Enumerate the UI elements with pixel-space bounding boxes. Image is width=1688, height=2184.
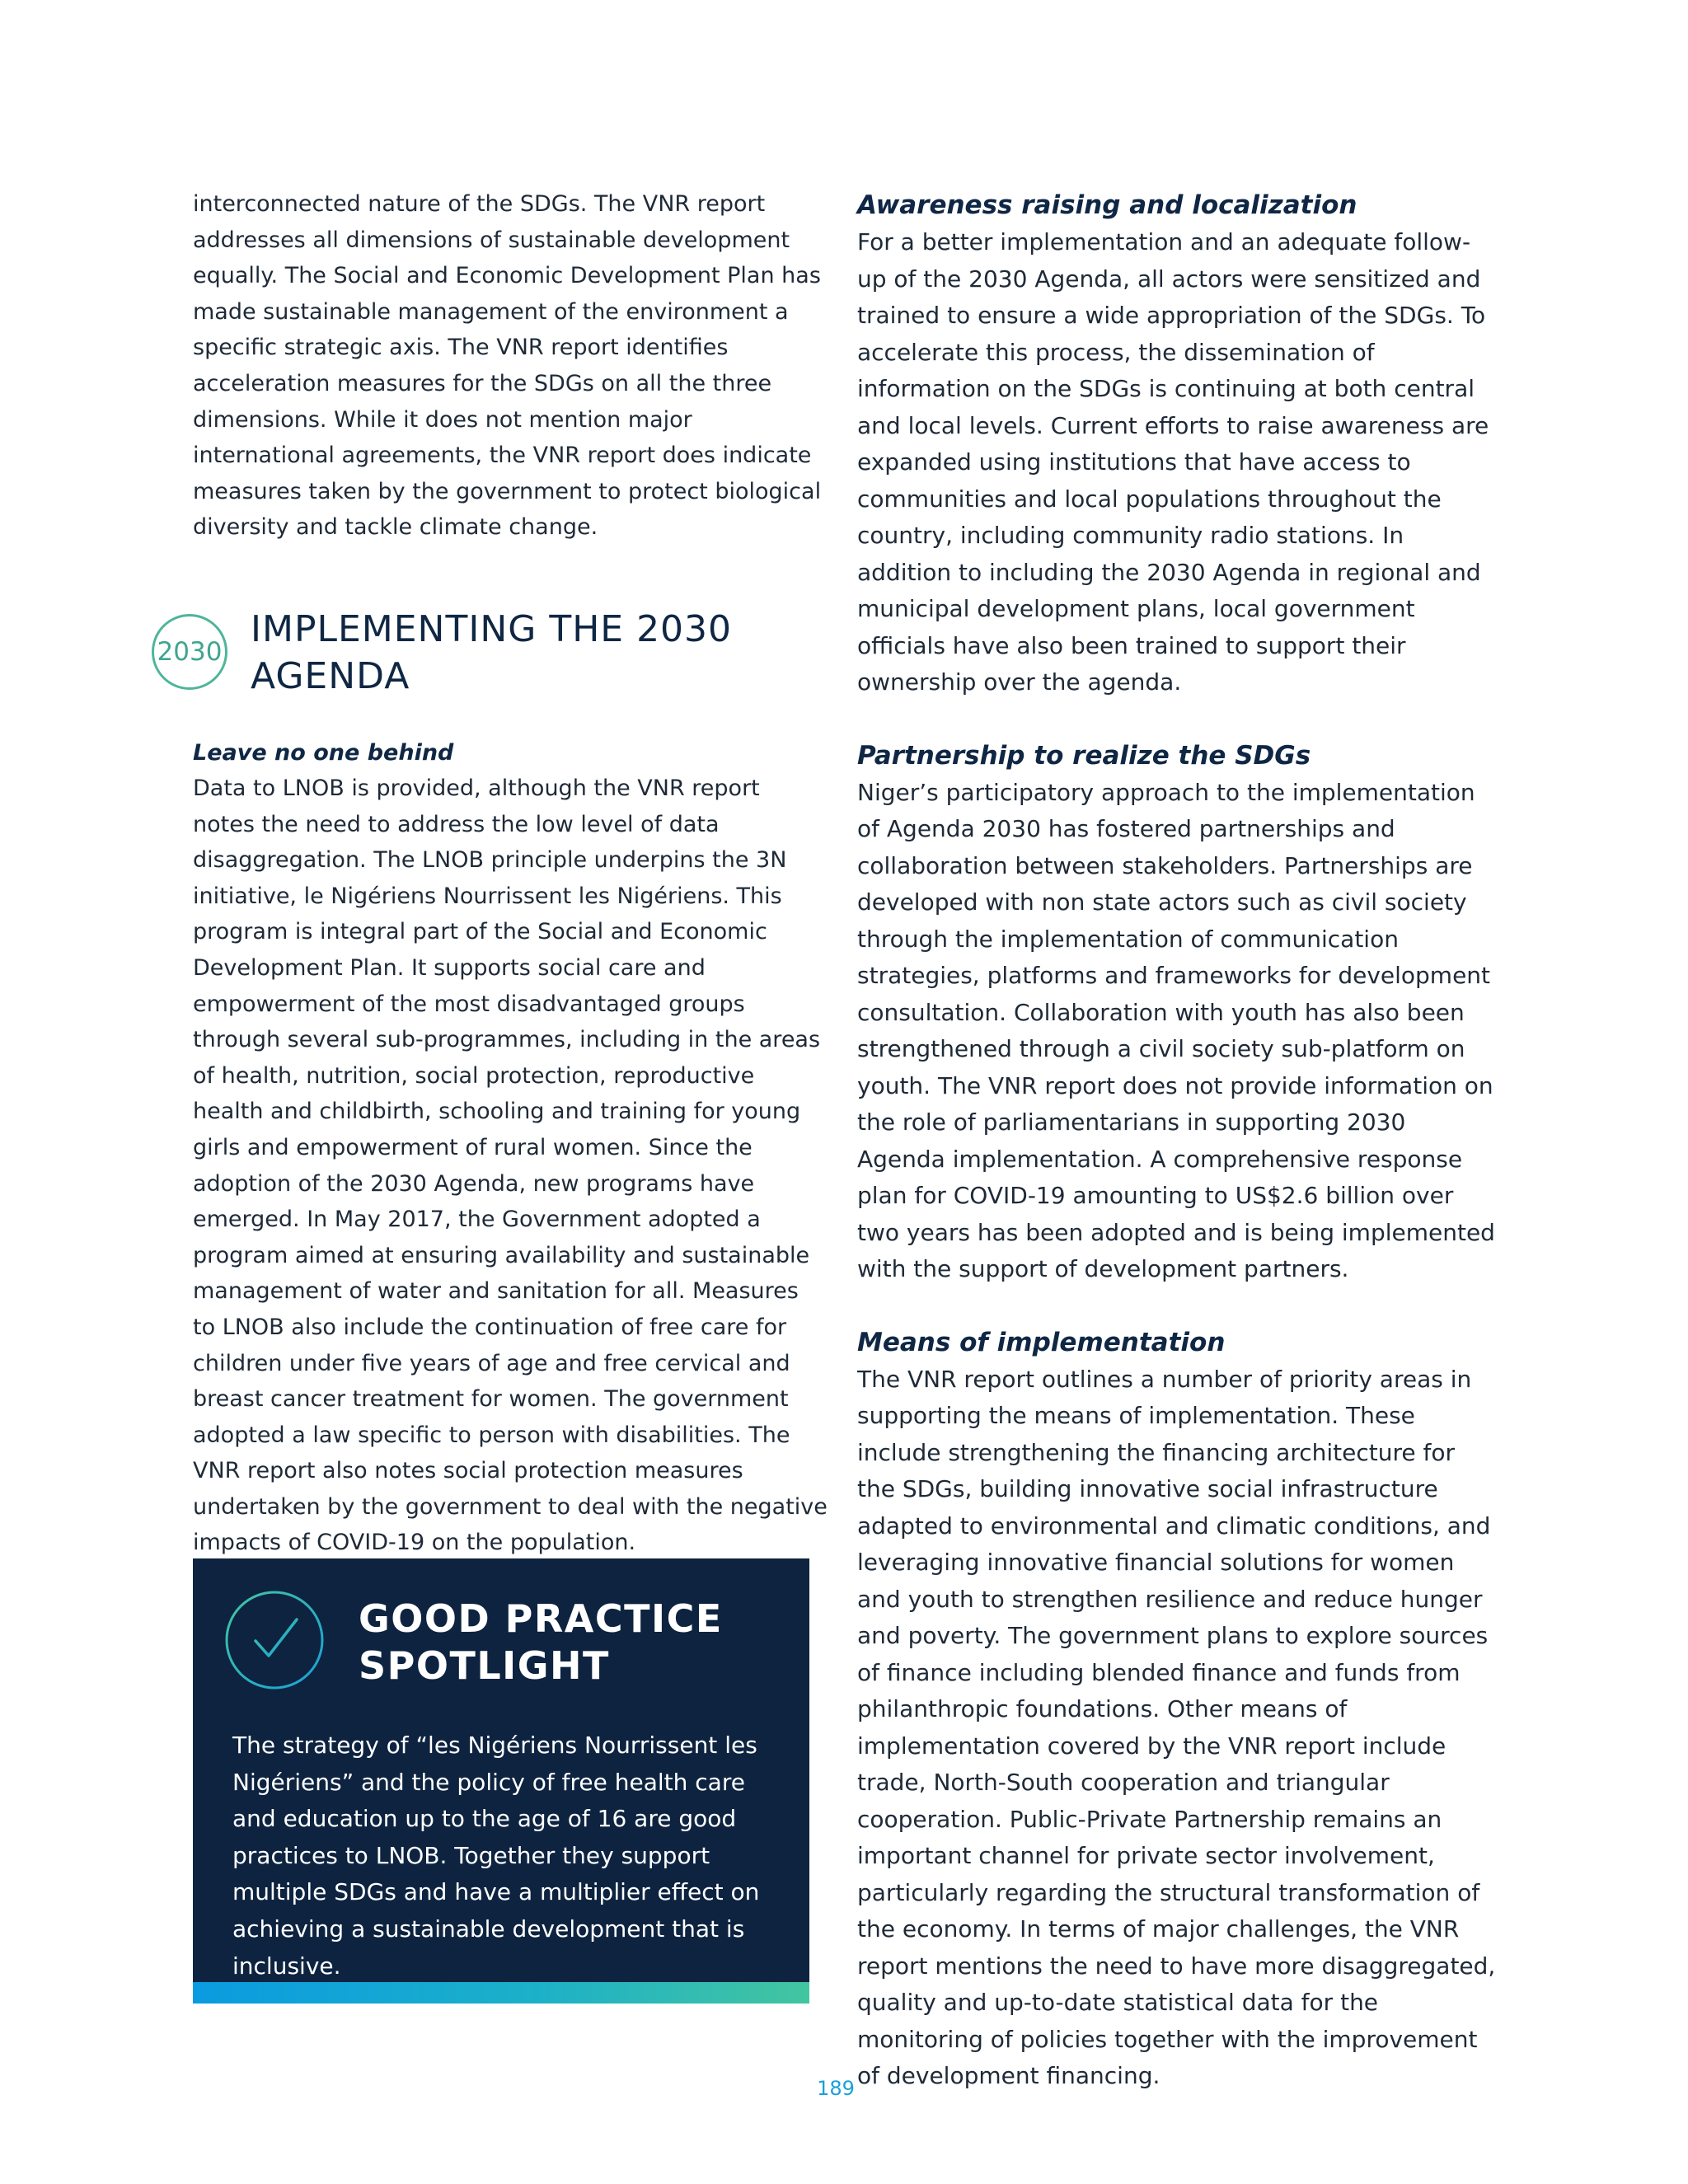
right-column	[857, 186, 1496, 2095]
intro-paragraph: interconnected nature of the SDGs. The VNR report addresses all dimensions of sustainable development equally. The Social and Economic Development Plan has made sustainable management of the environment a specific strategic axis. The VNR report identifies acceleration measures for the SDGs on all the three dimensions. While it does not mention major international agreements, the VNR report does indicate measures taken by the government to protect biological diversity and tackle climate change.	[193, 191, 822, 541]
means-paragraph: The VNR report outlines a number of priority areas in supporting the means of implementation. These include strengthening the financing architecture for the SDGs, building innovative social infrastructure adapted to environmental and climatic conditions, and leveraging innovative financial solutions for women and youth to strengthen resilience and reduce hunger and poverty. The government plans to explore sources of finance including blended finance and funds from philanthropic foundations. Other means of implementation covered by the VNR report include trade, North-South cooperation and triangular cooperation. Public-Private Partnership remains an important channel for private sector involvement, particularly regarding the structural transformation of the economy. In terms of major challenges, the VNR report mentions the need to have more disaggregated, quality and up-to-date statistical data for the monitoring of policies together with the improvement of development financing.	[857, 1365, 1496, 2089]
partnership-heading: Partnership to realize the SDGs	[857, 740, 1311, 771]
awareness-paragraph: For a better implementation and an adequate follow-up of the 2030 Agenda, all actors were sensitized and trained to ensure a wide appropriation of the SDGs. To accelerate this process, the dissemination of information on the SDGs is continuing at both central and local levels. Current efforts to raise awareness are expanded using institutions that have access to communities and local populations throughout the country, including community radio stations. In addition to including the 2030 Agenda in regional and municipal development plans, local government officials have also been trained to support their ownership over the agenda.	[857, 228, 1489, 696]
lnob-heading: Leave no one behind	[193, 740, 454, 766]
checkmark-circle-icon	[224, 1590, 325, 1690]
section-badge	[152, 614, 227, 690]
lnob-paragraph: Data to LNOB is provided, although the VNR report notes the need to address the low level of data disaggregation. The LNOB principle underpins the 3N initiative, le Nigériens Nourrissent les Nigériens. This program is integral part of the Social and Economic Development Plan. It supports social care and empowerment of the most disadvantaged groups through several sub-programmes, including in the areas of health, nutrition, social protection, reproductive health and childbirth, schooling and training for young girls and empowerment of rural women. Since the adoption of the 2030 Agenda, new programs have emerged. In May 2017, the Government adopted a program aimed at ensuring availability and sustainable management of water and sanitation for all. Measures to LNOB also include the continuation of free care for children under five years of age and free cervical and breast cancer treatment for women. The government adopted a law specific to person with disabilities. The VNR report also notes social protection measures undertaken by the government to deal with the negative impacts of COVID-19 on the population.	[193, 776, 828, 1556]
spacer	[857, 701, 1496, 737]
partnership-paragraph: Niger’s participatory approach to the implementation of Agenda 2030 has fostered partnerships and collaboration between stakeholders. Partnerships are developed with non state actors such as civil society through the implementation of communication strategies, platforms and frameworks for development consultation. Collaboration with youth has also been strengthened through a civil society sub-platform on youth. The VNR report does not provide information on the role of parliamentarians in supporting 2030 Agenda implementation. A comprehensive response plan for COVID-19 amounting to US$2.6 billion over two years has been adopted and is being implemented with the support of development partners.	[857, 778, 1495, 1282]
good-practice-spotlight	[193, 1558, 809, 2004]
spotlight-text: The strategy of “les Nigériens Nourrissent les Nigériens” and the policy of free health care and education up to the age of 16 are good practices to LNOB. Together they support multiple SDGs and have a multiplier effect on achieving a sustainable development that is inclusive.	[232, 1732, 760, 1980]
awareness-heading: Awareness raising and localization	[857, 190, 1357, 220]
lnob-section	[193, 736, 828, 1561]
section-title: IMPLEMENTING THE 2030 AGENDA	[251, 608, 733, 697]
gradient-bar	[193, 1982, 809, 2004]
page-number: 189	[817, 2077, 855, 2100]
section-badge-label: 2030	[157, 637, 223, 667]
left-column	[193, 186, 828, 546]
section-header	[152, 606, 828, 713]
means-heading: Means of implementation	[857, 1327, 1226, 1357]
spotlight-title: GOOD PRACTICE SPOTLIGHT	[359, 1596, 723, 1688]
spacer	[857, 1288, 1496, 1324]
